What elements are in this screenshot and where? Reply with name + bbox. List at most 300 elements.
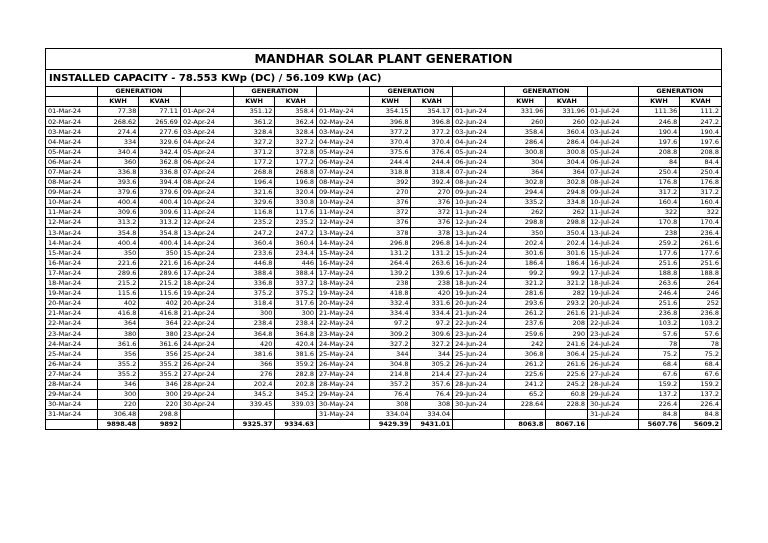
total-kvah: 5609.2: [680, 420, 722, 430]
date-cell: 31-May-24: [317, 410, 370, 420]
kwh-cell: 170.8: [638, 218, 680, 228]
kvah-cell: 262: [546, 208, 588, 218]
table-row: [46, 369, 722, 379]
date-cell: 22-Jun-24: [453, 319, 505, 329]
date-cell: 14-Mar-24: [46, 238, 98, 248]
kvah-cell: 77.11: [139, 107, 181, 117]
table-row: [46, 167, 722, 177]
kvah-cell: 293.2: [546, 298, 588, 308]
kwh-cell: 99.2: [504, 268, 546, 278]
date-cell: 18-Apr-24: [180, 278, 233, 288]
kvah-cell: 317.6: [275, 298, 317, 308]
kvah-cell: 215.2: [139, 278, 181, 288]
date-cell: 10-Jul-24: [588, 198, 639, 208]
date-cell: 23-Mar-24: [46, 329, 98, 339]
kvah-cell: 68.4: [680, 359, 722, 369]
date-cell: 04-May-24: [317, 137, 370, 147]
date-cell: 20-May-24: [317, 298, 370, 308]
kvah-cell: 301.6: [546, 248, 588, 258]
date-cell: 22-Mar-24: [46, 319, 98, 329]
kwh-cell: 336.8: [233, 278, 275, 288]
date-cell: [180, 410, 233, 420]
kvah-cell: 263.6: [411, 258, 453, 268]
generation-header: GENERATION: [638, 87, 721, 97]
kwh-cell: 335.2: [504, 198, 546, 208]
date-cell: 06-Jun-24: [453, 157, 505, 167]
kwh-cell: 355.2: [97, 369, 139, 379]
kvah-cell: 84.4: [680, 157, 722, 167]
kwh-cell: 321.6: [233, 187, 275, 197]
kvah-cell: 298.8: [139, 410, 181, 420]
date-cell: 31-Jul-24: [588, 410, 639, 420]
date-cell: 26-Apr-24: [180, 359, 233, 369]
kvah-cell: 357.6: [411, 379, 453, 389]
kvah-cell: 322: [680, 208, 722, 218]
kwh-cell: 334: [97, 137, 139, 147]
kwh-cell: 309.6: [97, 208, 139, 218]
kvah-header: KVAH: [546, 97, 588, 107]
date-cell: 29-Jun-24: [453, 389, 505, 399]
date-header-blank: [180, 97, 233, 107]
table-row: [46, 268, 722, 278]
kvah-cell: 329.6: [139, 137, 181, 147]
kwh-cell: 262: [504, 208, 546, 218]
kvah-cell: 286.4: [546, 137, 588, 147]
kwh-cell: 306.8: [504, 349, 546, 359]
kwh-cell: 236.8: [638, 309, 680, 319]
total-kwh: 8063.8: [504, 420, 546, 430]
kvah-cell: 260: [546, 117, 588, 127]
date-cell: 02-Mar-24: [46, 117, 98, 127]
kwh-cell: 202.4: [233, 379, 275, 389]
kwh-cell: 57.6: [638, 329, 680, 339]
date-cell: 09-Jun-24: [453, 187, 505, 197]
kwh-cell: 215.2: [97, 278, 139, 288]
kwh-cell: 380: [97, 329, 139, 339]
kvah-cell: 360.4: [546, 127, 588, 137]
kvah-cell: 420: [411, 288, 453, 298]
date-cell: 09-May-24: [317, 187, 370, 197]
date-cell: 29-May-24: [317, 389, 370, 399]
kvah-cell: 376.4: [411, 147, 453, 157]
date-header-blank: [180, 87, 233, 97]
kwh-cell: 78: [638, 339, 680, 349]
table-row: [46, 228, 722, 238]
kwh-cell: 268.62: [97, 117, 139, 127]
kvah-cell: 375.2: [275, 288, 317, 298]
kwh-cell: 300: [233, 309, 275, 319]
kwh-cell: 251.6: [638, 298, 680, 308]
totals-row: [46, 420, 722, 430]
kwh-cell: 379.6: [97, 187, 139, 197]
generation-header: GENERATION: [369, 87, 452, 97]
date-cell: 24-May-24: [317, 339, 370, 349]
date-cell: 29-Jul-24: [588, 389, 639, 399]
date-header-blank: [588, 87, 639, 97]
date-cell: 21-Mar-24: [46, 309, 98, 319]
kwh-cell: 67.6: [638, 369, 680, 379]
date-cell: 17-May-24: [317, 268, 370, 278]
date-cell: 15-Apr-24: [180, 248, 233, 258]
kwh-cell: 238: [369, 278, 411, 288]
kwh-header: KWH: [638, 97, 680, 107]
kvah-cell: 350: [139, 248, 181, 258]
kvah-header: KVAH: [680, 97, 722, 107]
date-cell: 18-Jul-24: [588, 278, 639, 288]
date-cell: 28-May-24: [317, 379, 370, 389]
kwh-cell: 137.2: [638, 389, 680, 399]
kvah-cell: 190.4: [680, 127, 722, 137]
date-cell: 19-Jun-24: [453, 288, 505, 298]
date-cell: 27-Jul-24: [588, 369, 639, 379]
kwh-cell: 188.8: [638, 268, 680, 278]
kwh-cell: 214.8: [369, 369, 411, 379]
table-row: [46, 248, 722, 258]
date-cell: 15-May-24: [317, 248, 370, 258]
kwh-cell: 306.48: [97, 410, 139, 420]
table-row: [46, 298, 722, 308]
kvah-cell: 268.8: [275, 167, 317, 177]
date-cell: 13-May-24: [317, 228, 370, 238]
kvah-cell: 336.8: [139, 167, 181, 177]
total-kwh: 9325.37: [233, 420, 275, 430]
date-cell: 13-Jun-24: [453, 228, 505, 238]
total-kwh: 9429.39: [369, 420, 411, 430]
kvah-cell: 236.4: [680, 228, 722, 238]
date-cell: 23-May-24: [317, 329, 370, 339]
table-row: [46, 137, 722, 147]
date-cell: 09-Jul-24: [588, 187, 639, 197]
date-cell: 16-Jun-24: [453, 258, 505, 268]
kvah-cell: 364.8: [275, 329, 317, 339]
kwh-cell: 446.8: [233, 258, 275, 268]
kwh-cell: 301.6: [504, 248, 546, 258]
kwh-cell: 376: [369, 198, 411, 208]
kvah-cell: 327.2: [411, 339, 453, 349]
kvah-cell: 220: [139, 399, 181, 409]
kwh-cell: 281.6: [504, 288, 546, 298]
date-cell: 04-Apr-24: [180, 137, 233, 147]
total-kvah: 8067.16: [546, 420, 588, 430]
kwh-cell: 416.8: [97, 309, 139, 319]
kvah-cell: 377.2: [411, 127, 453, 137]
kvah-cell: 334.4: [411, 309, 453, 319]
date-cell: 11-Mar-24: [46, 208, 98, 218]
date-cell: 11-Jul-24: [588, 208, 639, 218]
date-cell: 22-Jul-24: [588, 319, 639, 329]
date-header-blank: [317, 87, 370, 97]
date-cell: 07-Mar-24: [46, 167, 98, 177]
kvah-cell: 355.2: [139, 369, 181, 379]
date-cell: 01-Jul-24: [588, 107, 639, 117]
date-header-blank: [46, 97, 98, 107]
kvah-cell: 247.2: [680, 117, 722, 127]
date-cell: 01-Mar-24: [46, 107, 98, 117]
total-kwh: 5607.76: [638, 420, 680, 430]
kwh-cell: 97.2: [369, 319, 411, 329]
kvah-cell: 358.4: [275, 107, 317, 117]
kvah-cell: 317.2: [680, 187, 722, 197]
total-kvah: 9334.63: [275, 420, 317, 430]
kwh-cell: 261.2: [504, 309, 546, 319]
table-row: [46, 258, 722, 268]
date-cell: 21-Apr-24: [180, 309, 233, 319]
header-row-generation: [46, 87, 722, 97]
date-cell: 07-May-24: [317, 167, 370, 177]
date-header-blank: [453, 87, 505, 97]
kwh-cell: 274.4: [97, 127, 139, 137]
date-cell: 04-Mar-24: [46, 137, 98, 147]
kvah-cell: 309.6: [411, 329, 453, 339]
date-cell: 20-Jun-24: [453, 298, 505, 308]
date-cell: 10-Apr-24: [180, 198, 233, 208]
date-cell: 22-May-24: [317, 319, 370, 329]
date-header-blank: [46, 87, 98, 97]
date-cell: [453, 410, 505, 420]
date-cell: 05-Mar-24: [46, 147, 98, 157]
date-cell: 16-Jul-24: [588, 258, 639, 268]
kwh-cell: 261.2: [504, 359, 546, 369]
kvah-cell: 160.4: [680, 198, 722, 208]
date-cell: 24-Mar-24: [46, 339, 98, 349]
date-cell: 02-Apr-24: [180, 117, 233, 127]
date-cell: 19-Jul-24: [588, 288, 639, 298]
kvah-cell: 388.4: [275, 268, 317, 278]
kvah-cell: 331.6: [411, 298, 453, 308]
kwh-cell: 103.2: [638, 319, 680, 329]
table-row: [46, 349, 722, 359]
kvah-cell: 103.2: [680, 319, 722, 329]
kwh-cell: 84.8: [638, 410, 680, 420]
kvah-cell: 394.4: [139, 177, 181, 187]
kvah-cell: 225.6: [546, 369, 588, 379]
date-cell: 05-Jun-24: [453, 147, 505, 157]
table-row: [46, 288, 722, 298]
kwh-cell: 327.2: [369, 339, 411, 349]
date-cell: 29-Apr-24: [180, 389, 233, 399]
date-cell: 06-Mar-24: [46, 157, 98, 167]
kwh-cell: 339.45: [233, 399, 275, 409]
kvah-cell: 236.8: [680, 309, 722, 319]
kwh-cell: 259.6: [504, 329, 546, 339]
table-row: [46, 238, 722, 248]
date-cell: 14-Apr-24: [180, 238, 233, 248]
kvah-cell: 396.8: [411, 117, 453, 127]
kwh-cell: 84: [638, 157, 680, 167]
date-cell: 28-Jul-24: [588, 379, 639, 389]
date-cell: 27-Jun-24: [453, 369, 505, 379]
kvah-cell: 261.6: [546, 309, 588, 319]
table-row: [46, 177, 722, 187]
kvah-cell: 350.4: [546, 228, 588, 238]
kvah-cell: 78: [680, 339, 722, 349]
table-row: [46, 319, 722, 329]
kvah-cell: 244.4: [411, 157, 453, 167]
date-cell: 28-Apr-24: [180, 379, 233, 389]
kvah-cell: 304.4: [546, 157, 588, 167]
kwh-cell: 370.4: [369, 137, 411, 147]
kwh-cell: 259.2: [638, 238, 680, 248]
kvah-cell: 76.4: [411, 389, 453, 399]
kvah-cell: 337.2: [275, 278, 317, 288]
kwh-cell: 75.2: [638, 349, 680, 359]
date-cell: 01-Apr-24: [180, 107, 233, 117]
date-cell: 11-May-24: [317, 208, 370, 218]
kvah-cell: 238: [411, 278, 453, 288]
kvah-cell: 378: [411, 228, 453, 238]
kvah-cell: 208.8: [680, 147, 722, 157]
total-label-blank: [588, 420, 639, 430]
kwh-cell: 378: [369, 228, 411, 238]
kvah-cell: 75.2: [680, 349, 722, 359]
date-cell: 25-Jul-24: [588, 349, 639, 359]
kvah-cell: 302.8: [546, 177, 588, 187]
date-cell: 20-Apr-24: [180, 298, 233, 308]
kvah-cell: 202.8: [275, 379, 317, 389]
kvah-cell: 170.4: [680, 218, 722, 228]
kwh-cell: 375.6: [369, 147, 411, 157]
kvah-cell: 228.8: [546, 399, 588, 409]
date-cell: 17-Jun-24: [453, 268, 505, 278]
kvah-cell: 277.6: [139, 127, 181, 137]
date-cell: 03-Jun-24: [453, 127, 505, 137]
kvah-cell: 115.6: [139, 288, 181, 298]
kwh-cell: 361.6: [97, 339, 139, 349]
kwh-cell: 350: [97, 248, 139, 258]
kvah-cell: 197.6: [680, 137, 722, 147]
kwh-cell: 177.6: [638, 248, 680, 258]
kwh-cell: [504, 410, 546, 420]
date-cell: 30-Apr-24: [180, 399, 233, 409]
date-cell: 27-Mar-24: [46, 369, 98, 379]
kwh-cell: 221.6: [97, 258, 139, 268]
kwh-cell: 344: [369, 349, 411, 359]
kwh-cell: 392: [369, 177, 411, 187]
kvah-cell: 289.6: [139, 268, 181, 278]
kwh-cell: 159.2: [638, 379, 680, 389]
kvah-cell: 381.6: [275, 349, 317, 359]
kvah-cell: 364: [546, 167, 588, 177]
date-cell: 02-Jun-24: [453, 117, 505, 127]
generation-header: GENERATION: [504, 87, 587, 97]
kvah-cell: 361.6: [139, 339, 181, 349]
kwh-cell: 396.8: [369, 117, 411, 127]
kvah-cell: 60.8: [546, 389, 588, 399]
kwh-cell: 366: [233, 359, 275, 369]
table-row: [46, 107, 722, 117]
kwh-cell: 276: [233, 369, 275, 379]
kvah-cell: 270: [411, 187, 453, 197]
date-cell: 05-Apr-24: [180, 147, 233, 157]
date-cell: 25-May-24: [317, 349, 370, 359]
kvah-cell: 359.2: [275, 359, 317, 369]
kwh-cell: 340.4: [97, 147, 139, 157]
kvah-cell: 177.2: [275, 157, 317, 167]
kwh-cell: 196.4: [233, 177, 275, 187]
kwh-cell: 220: [97, 399, 139, 409]
kvah-cell: 380: [139, 329, 181, 339]
kwh-cell: 235.2: [233, 218, 275, 228]
kwh-cell: 388.4: [233, 268, 275, 278]
kvah-cell: 241.6: [546, 339, 588, 349]
table-row: [46, 278, 722, 288]
date-cell: 15-Jul-24: [588, 248, 639, 258]
kvah-cell: 309.6: [139, 208, 181, 218]
kvah-cell: 376: [411, 198, 453, 208]
date-cell: 14-Jul-24: [588, 238, 639, 248]
kwh-cell: 364.8: [233, 329, 275, 339]
kwh-cell: 289.6: [97, 268, 139, 278]
kwh-cell: 65.2: [504, 389, 546, 399]
kwh-cell: 300: [97, 389, 139, 399]
kwh-cell: 354.8: [97, 228, 139, 238]
kwh-cell: 228.64: [504, 399, 546, 409]
kwh-header: KWH: [97, 97, 139, 107]
kwh-cell: 242: [504, 339, 546, 349]
kwh-cell: 360.4: [233, 238, 275, 248]
date-cell: 10-Mar-24: [46, 198, 98, 208]
kwh-cell: 270: [369, 187, 411, 197]
kwh-cell: 264.4: [369, 258, 411, 268]
kvah-cell: 137.2: [680, 389, 722, 399]
total-label-blank: [317, 420, 370, 430]
kvah-cell: 97.2: [411, 319, 453, 329]
kvah-cell: 400.4: [139, 238, 181, 248]
kwh-cell: 308: [369, 399, 411, 409]
kwh-cell: 233.6: [233, 248, 275, 258]
kvah-cell: 446: [275, 258, 317, 268]
kwh-cell: 357.2: [369, 379, 411, 389]
table-row: [46, 379, 722, 389]
date-cell: 26-Jul-24: [588, 359, 639, 369]
kwh-cell: 247.2: [233, 228, 275, 238]
kvah-header: KVAH: [275, 97, 317, 107]
kwh-cell: 351.12: [233, 107, 275, 117]
date-header-blank: [588, 97, 639, 107]
kwh-cell: 296.8: [369, 238, 411, 248]
kvah-cell: 250.4: [680, 167, 722, 177]
kvah-cell: 238.4: [275, 319, 317, 329]
date-cell: 08-May-24: [317, 177, 370, 187]
date-cell: 18-Jun-24: [453, 278, 505, 288]
date-cell: 08-Apr-24: [180, 177, 233, 187]
table-row: [46, 339, 722, 349]
table-row: [46, 359, 722, 369]
total-label-blank: [46, 420, 98, 430]
kwh-cell: 400.4: [97, 238, 139, 248]
kvah-cell: 345.2: [275, 389, 317, 399]
date-cell: 09-Mar-24: [46, 187, 98, 197]
kwh-cell: 318.8: [369, 167, 411, 177]
date-cell: 25-Jun-24: [453, 349, 505, 359]
date-cell: 20-Mar-24: [46, 298, 98, 308]
kvah-cell: 226.4: [680, 399, 722, 409]
kvah-cell: 265.69: [139, 117, 181, 127]
date-cell: 07-Jun-24: [453, 167, 505, 177]
kvah-cell: 420.4: [275, 339, 317, 349]
table-row: [46, 410, 722, 420]
date-cell: 26-Mar-24: [46, 359, 98, 369]
kvah-cell: 111.2: [680, 107, 722, 117]
date-cell: 13-Apr-24: [180, 228, 233, 238]
kvah-cell: 313.2: [139, 218, 181, 228]
date-cell: 15-Jun-24: [453, 248, 505, 258]
date-cell: 30-Jun-24: [453, 399, 505, 409]
date-cell: 20-Jul-24: [588, 298, 639, 308]
date-cell: 24-Apr-24: [180, 339, 233, 349]
kvah-cell: 196.8: [275, 177, 317, 187]
kwh-cell: 350: [504, 228, 546, 238]
